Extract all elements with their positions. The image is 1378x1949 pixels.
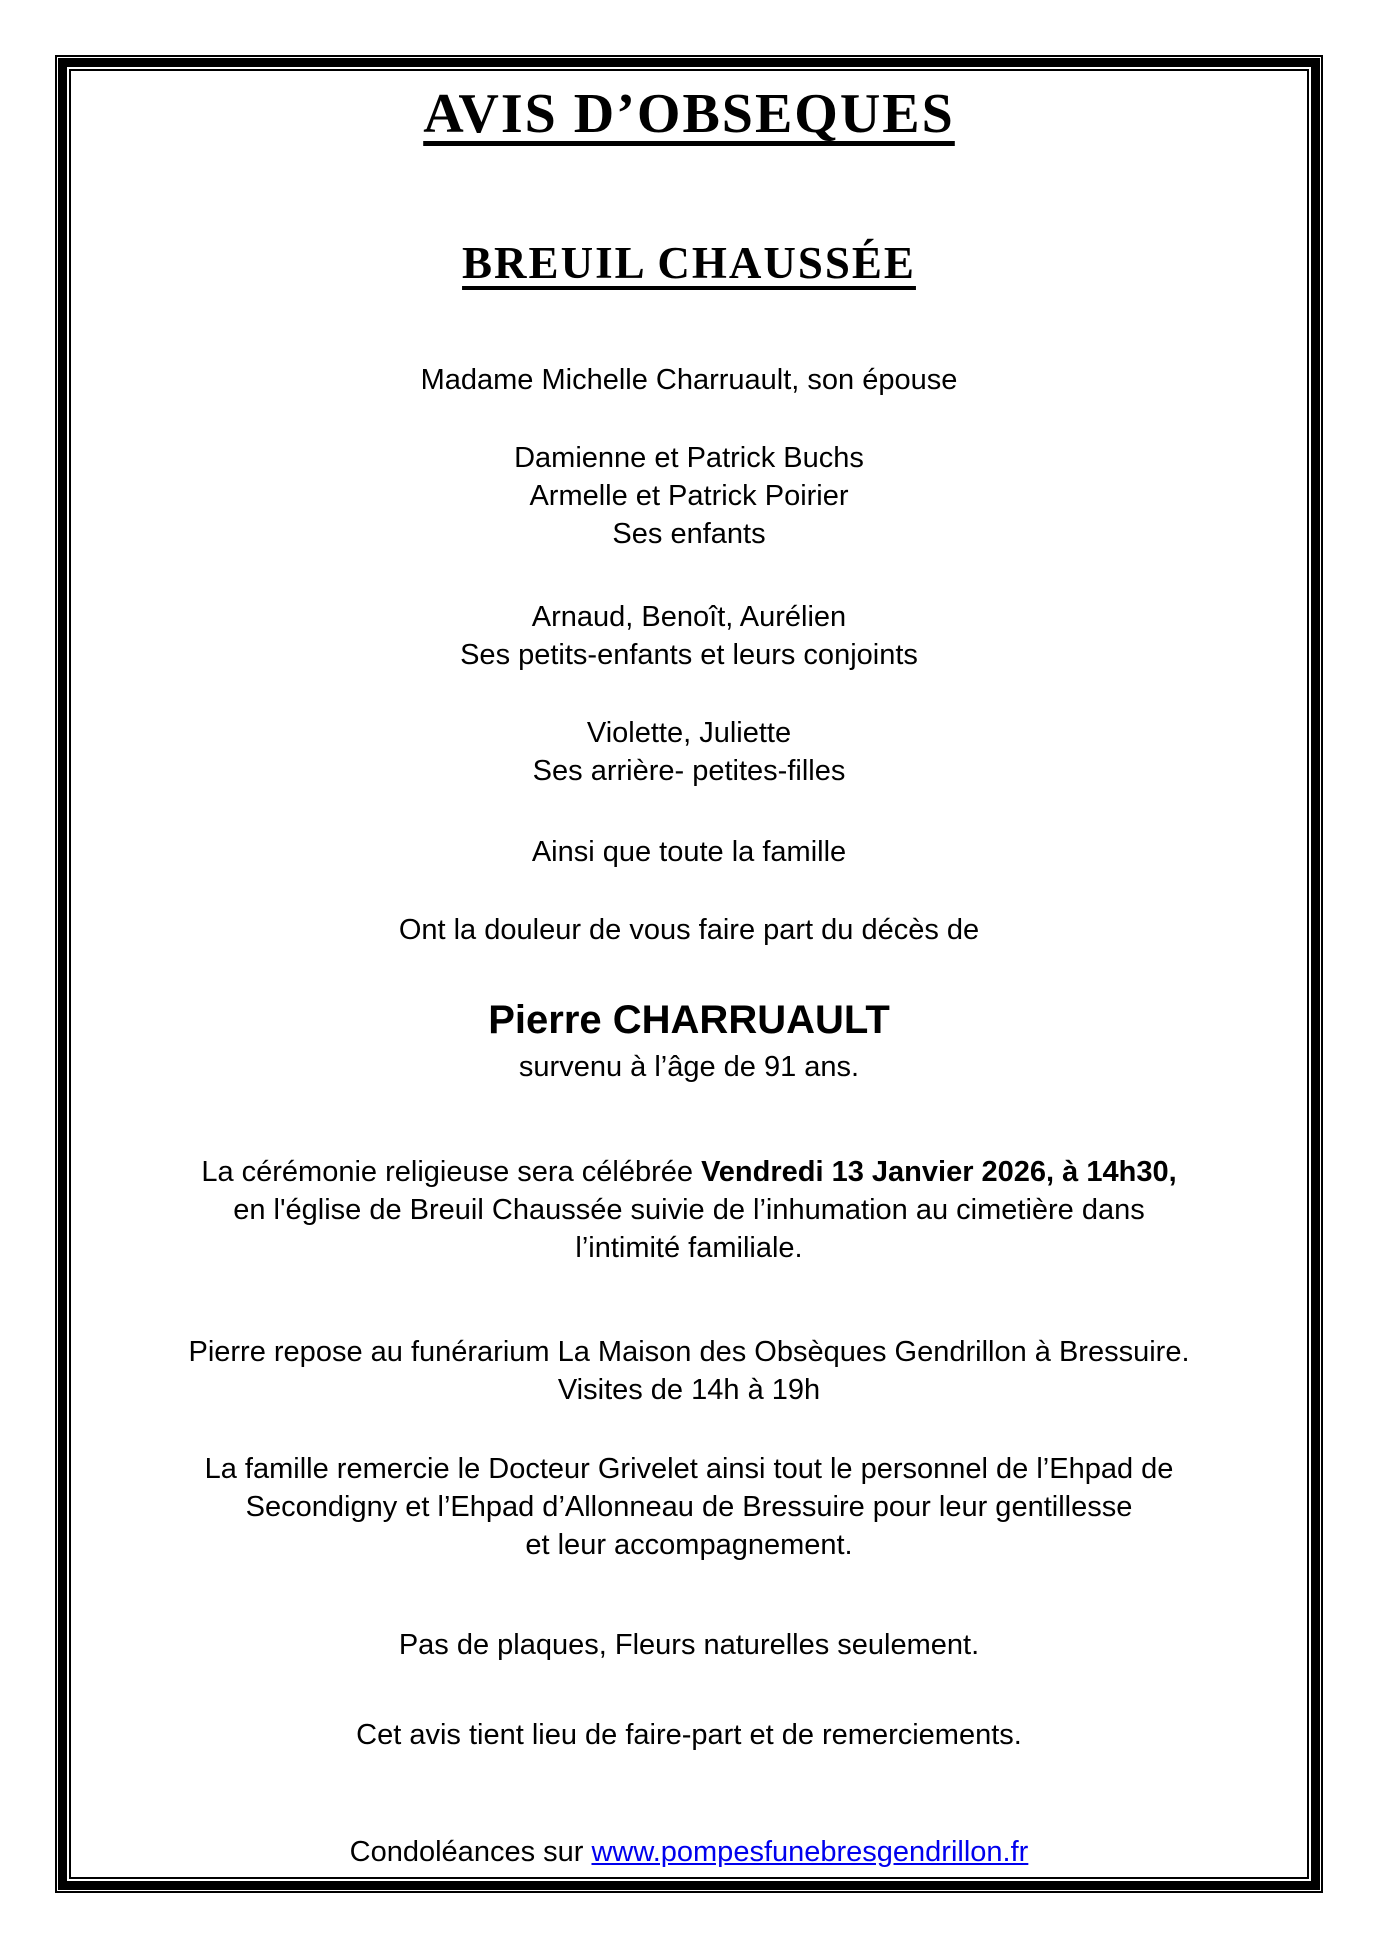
page-border-inner	[69, 69, 1309, 1879]
page-border-thick	[58, 58, 1320, 1890]
children-line-1: Damienne et Patrick Buchs	[514, 442, 864, 474]
commune-title: BREUIL CHAUSSÉE	[462, 238, 916, 288]
notice-content	[71, 71, 1307, 1877]
ceremony-line-3: l’intimité familiale.	[575, 1232, 803, 1264]
visits-line: Visites de 14h à 19h	[557, 1374, 821, 1406]
children-block	[71, 439, 1307, 553]
condolences-line	[71, 1833, 1307, 1871]
family-also-line: Ainsi que toute la famille	[531, 836, 847, 868]
thanks-line-3: et leur accompagnement.	[525, 1529, 853, 1561]
spouse-line: Madame Michelle Charruault, son épouse	[420, 364, 958, 396]
grandchildren-names: Arnaud, Benoît, Aurélien	[531, 601, 847, 633]
page-border-outer	[55, 55, 1323, 1893]
thanks-line-1: La famille remercie le Docteur Grivelet ainsi tout le personnel de l’Ehpad de	[204, 1453, 1174, 1485]
grandchildren-label: Ses petits-enfants et leurs conjoints	[460, 639, 918, 671]
children-label: Ses enfants	[612, 518, 766, 550]
flowers-line: Pas de plaques, Fleurs naturelles seulement.	[398, 1629, 980, 1661]
funeral-home-line: Pierre repose au funérarium La Maison des Obsèques Gendrillon à Bressuire.	[188, 1336, 1190, 1368]
ceremony-paragraph	[71, 1153, 1307, 1267]
condolences-link[interactable]: www.pompesfunebresgendrillon.fr	[591, 1836, 1029, 1868]
thanks-line-2: Secondigny et l’Ehpad d’Allonneau de Bressuire pour leur gentillesse	[245, 1491, 1133, 1523]
deceased-age-line: survenu à l’âge de 91 ans.	[518, 1051, 860, 1083]
announcement-line: Ont la douleur de vous faire part du décès de	[398, 914, 980, 946]
great-granddaughters-block	[71, 714, 1307, 790]
thanks-paragraph	[71, 1450, 1307, 1564]
closing-line: Cet avis tient lieu de faire-part et de remerciements.	[356, 1719, 1022, 1751]
great-granddaughters-names: Violette, Juliette	[586, 717, 792, 749]
children-line-2: Armelle et Patrick Poirier	[529, 480, 849, 512]
great-granddaughters-label: Ses arrière- petites-filles	[532, 755, 846, 787]
condolences-prefix: Condoléances sur	[349, 1836, 592, 1868]
funeral-home-paragraph	[71, 1333, 1307, 1409]
ceremony-datetime: Vendredi 13 Janvier 2026, à 14h30,	[701, 1156, 1177, 1188]
grandchildren-block	[71, 598, 1307, 674]
notice-title: AVIS D’OBSEQUES	[423, 83, 955, 145]
ceremony-line-2: en l'église de Breuil Chaussée suivie de l’inhumation au cimetière dans	[233, 1194, 1145, 1226]
deceased-name: Pierre CHARRUAULT	[488, 998, 890, 1042]
ceremony-intro: La cérémonie religieuse sera célébrée	[201, 1156, 702, 1188]
